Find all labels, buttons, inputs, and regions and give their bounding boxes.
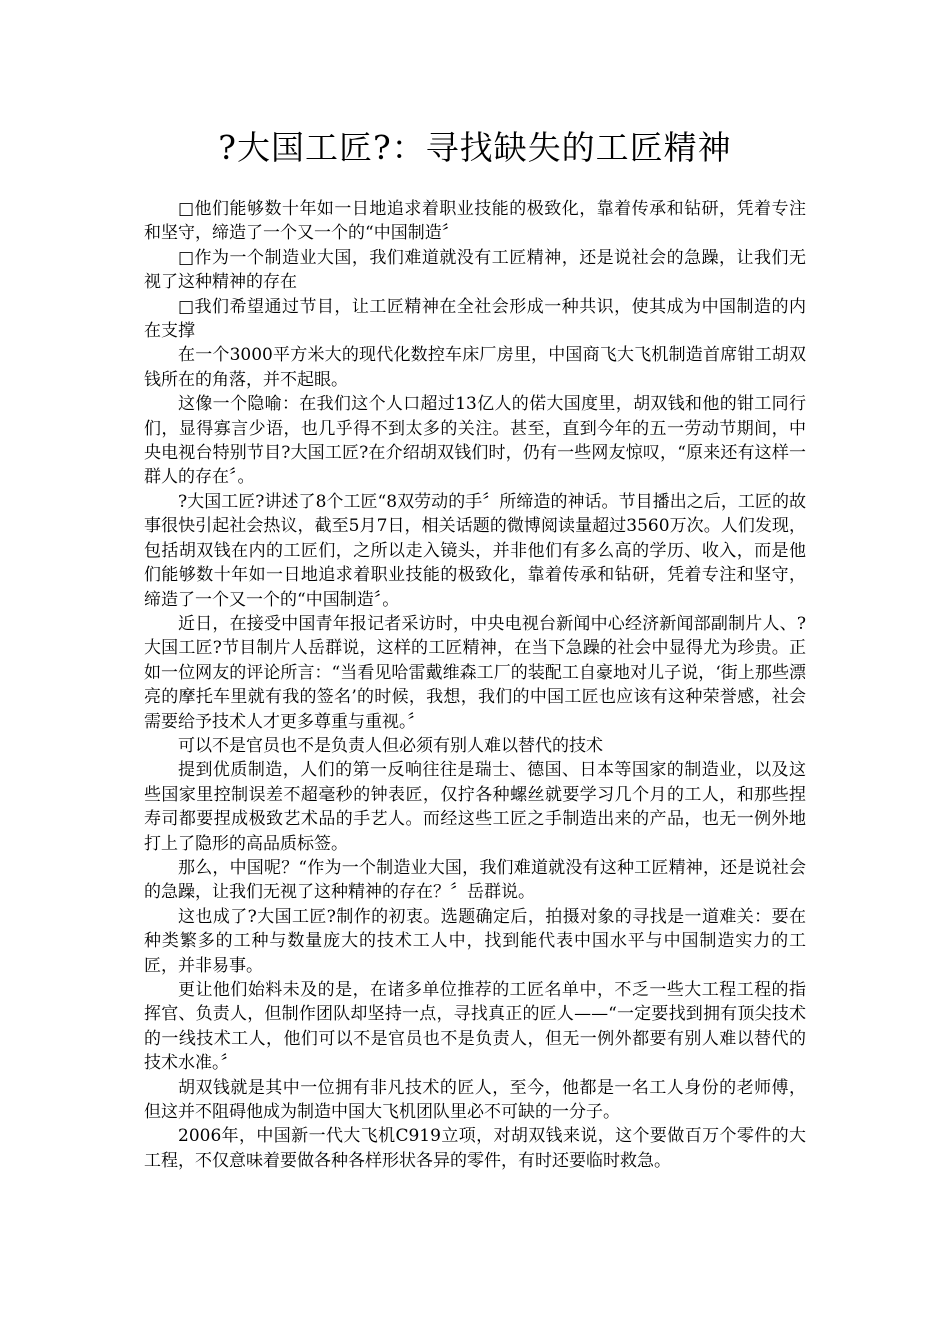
paragraph: 提到优质制造，人们的第一反响往往是瑞士、德国、日本等国家的制造业，以及这些国家里控制误差不超毫秒的钟表匠，仅拧各种螺丝就要学习几个月的工人，和那些捏寿司都要捏成极致艺术品的手艺人。而经这些工匠之手制造出来的产品，也无一例外地打上了隐形的高品质标签。 [144,760,806,854]
paragraph: □他们能够数十年如一日地追求着职业技能的极致化，靠着传承和钻研，凭着专注和坚守，缔造了一个又一个的“中国制造〞 [144,199,806,244]
section-heading: 可以不是官员也不是负责人但必须有别人难以替代的技术 [178,735,603,756]
paragraph: 那么，中国呢？“作为一个制造业大国，我们难道就没有这种工匠精神，还是说社会的急躁，让我们无视了这种精神的存在？〞岳群说。 [144,857,806,903]
paragraph: 近日，在接受中国青年报记者采访时，中央电视台新闻中心经济新闻部副制片人、?大国工匠?节目制片人岳群说，这样的工匠精神，在当下急躁的社会中显得尤为珍贵。正如一位网友的评论所言：“当看见哈雷戴维森工厂的装配工自豪地对儿子说，‘街上那些漂亮的摩托车里就有我的签名’的时候，我想，我们的中国工匠也应该有这种荣誉感，社会需要给予技术人才更多尊重与重视。〞 [144,613,806,732]
paragraph: 在一个3000平方米大的现代化数控车床厂房里，中国商飞大飞机制造首席钳工胡双钱所在的角落，并不起眼。 [144,345,806,390]
paragraph: 胡双钱就是其中一位拥有非凡技术的匠人，至今，他都是一名工人身份的老师傅，但这并不阻碍他成为制造中国大飞机团队里必不可缺的一分子。 [144,1077,806,1123]
document-body [144,197,806,1173]
paragraph: 这也成了?大国工匠?制作的初衷。选题确定后，拍摄对象的寻找是一道难关：要在种类繁多的工种与数量庞大的技术工人中，找到能代表中国水平与中国制造实力的工匠，并非易事。 [144,906,806,976]
paragraph: 2006年，中国新一代大飞机C919立项，对胡双钱来说，这个要做百万个零件的大工程，不仅意味着要做各种各样形状各异的零件，有时还要临时救急。 [144,1126,806,1171]
paragraph: 这像一个隐喻：在我们这个人口超过13亿人的偌大国度里，胡双钱和他的钳工同行们，显得寡言少语，也几乎得不到太多的关注。甚至，直到今年的五一劳动节期间，中央电视台特别节目?大国工匠?在介绍胡双钱们时，仍有一些网友惊叹，“原来还有这样一群人的存在〞。 [144,394,806,488]
paragraph: 更让他们始料未及的是，在诸多单位推荐的工匠名单中，不乏一些大工程工程的指挥官、负责人，但制作团队却坚持一点，寻找真正的匠人——“一定要找到拥有顶尖技术的一线技术工人，他们可以不是官员也不是负责人，但无一例外都要有别人难以替代的技术水准。〞 [144,980,806,1074]
document-title: ?大国工匠?：寻找缺失的工匠精神 [218,128,732,167]
paragraph: □我们希望通过节目，让工匠精神在全社会形成一种共识，使其成为中国制造的内在支撑 [144,296,806,342]
paragraph: □作为一个制造业大国，我们难道就没有工匠精神，还是说社会的急躁，让我们无视了这种精神的存在 [144,247,806,293]
paragraph: ?大国工匠?讲述了8个工匠“8双劳动的手〞所缔造的神话。节目播出之后，工匠的故事很快引起社会热议，截至5月7日，相关话题的微博阅读量超过3560万次。人们发现，包括胡双钱在内的工匠们，之所以走入镜头，并非他们有多么高的学历、收入，而是他们能够数十年如一日地追求着职业技能的极致化，靠着传承和钻研，凭着专注和坚守，缔造了一个又一个的“中国制造〞。 [144,491,806,610]
